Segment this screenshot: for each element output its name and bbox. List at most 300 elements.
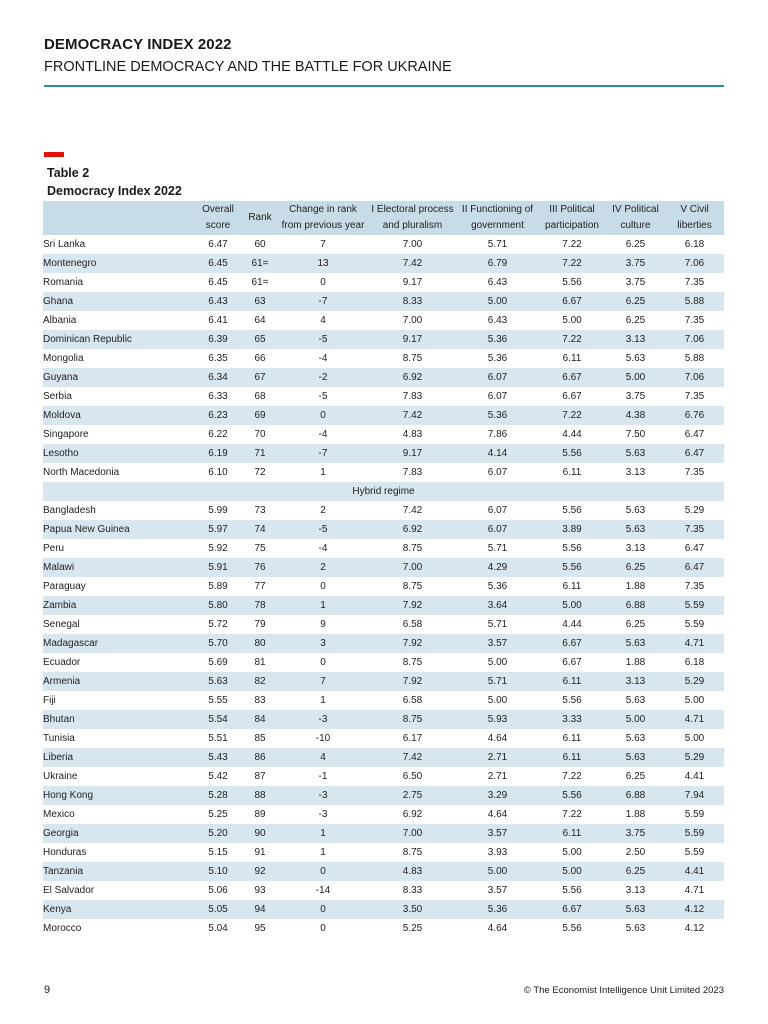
value-cell: 6.67 bbox=[538, 368, 606, 387]
value-cell: 5.63 bbox=[606, 520, 665, 539]
value-cell: 1 bbox=[278, 691, 368, 710]
value-cell: 6.22 bbox=[194, 425, 242, 444]
value-cell: 5.05 bbox=[194, 900, 242, 919]
value-cell: 6.88 bbox=[606, 596, 665, 615]
value-cell: 5.56 bbox=[538, 558, 606, 577]
value-cell: 7.22 bbox=[538, 235, 606, 254]
value-cell: 0 bbox=[278, 653, 368, 672]
value-cell: 6.50 bbox=[368, 767, 457, 786]
value-cell: 5.70 bbox=[194, 634, 242, 653]
value-cell: 0 bbox=[278, 273, 368, 292]
table-row bbox=[43, 843, 724, 862]
value-cell: 5.00 bbox=[606, 368, 665, 387]
page-header bbox=[44, 36, 724, 76]
value-cell: 87 bbox=[242, 767, 278, 786]
table-row bbox=[43, 406, 724, 425]
value-cell: 5.63 bbox=[606, 634, 665, 653]
red-marker bbox=[44, 152, 64, 157]
value-cell: 6.58 bbox=[368, 691, 457, 710]
value-cell: 5.42 bbox=[194, 767, 242, 786]
value-cell: 7 bbox=[278, 235, 368, 254]
value-cell: 6.47 bbox=[665, 539, 724, 558]
value-cell: -14 bbox=[278, 881, 368, 900]
value-cell: 7.42 bbox=[368, 254, 457, 273]
table-row bbox=[43, 710, 724, 729]
country-cell: Hong Kong bbox=[43, 786, 194, 805]
value-cell: 6.92 bbox=[368, 368, 457, 387]
value-cell: -5 bbox=[278, 520, 368, 539]
category-label: Hybrid regime bbox=[43, 482, 724, 501]
value-cell: 6.45 bbox=[194, 273, 242, 292]
value-cell: 5.63 bbox=[194, 672, 242, 691]
value-cell: 5.36 bbox=[457, 349, 538, 368]
value-cell: 5.99 bbox=[194, 501, 242, 520]
country-cell: Bhutan bbox=[43, 710, 194, 729]
value-cell: 9.17 bbox=[368, 330, 457, 349]
value-cell: 6.41 bbox=[194, 311, 242, 330]
value-cell: 8.75 bbox=[368, 710, 457, 729]
value-cell: 3.13 bbox=[606, 672, 665, 691]
column-header bbox=[43, 201, 194, 235]
value-cell: 1.88 bbox=[606, 805, 665, 824]
value-cell: 6.58 bbox=[368, 615, 457, 634]
value-cell: 5.59 bbox=[665, 596, 724, 615]
value-cell: 5.04 bbox=[194, 919, 242, 938]
value-cell: 7.06 bbox=[665, 254, 724, 273]
column-header-line: score bbox=[205, 220, 231, 231]
value-cell: 4.71 bbox=[665, 881, 724, 900]
value-cell: 3.75 bbox=[606, 387, 665, 406]
value-cell: 6.35 bbox=[194, 349, 242, 368]
value-cell: 5.63 bbox=[606, 444, 665, 463]
value-cell: 7.00 bbox=[368, 824, 457, 843]
table-title: Democracy Index 2022 bbox=[47, 184, 182, 198]
country-cell: Albania bbox=[43, 311, 194, 330]
table-row bbox=[43, 368, 724, 387]
value-cell: 6.07 bbox=[457, 387, 538, 406]
value-cell: 5.10 bbox=[194, 862, 242, 881]
value-cell: 7.22 bbox=[538, 330, 606, 349]
country-cell: Senegal bbox=[43, 615, 194, 634]
value-cell: 5.56 bbox=[538, 539, 606, 558]
value-cell: 8.75 bbox=[368, 577, 457, 596]
value-cell: 6.25 bbox=[606, 767, 665, 786]
value-cell: 7.00 bbox=[368, 235, 457, 254]
value-cell: 5.29 bbox=[665, 501, 724, 520]
value-cell: 5.71 bbox=[457, 672, 538, 691]
value-cell: 1.88 bbox=[606, 653, 665, 672]
value-cell: 5.63 bbox=[606, 691, 665, 710]
country-cell: Georgia bbox=[43, 824, 194, 843]
column-header-line: Rank bbox=[248, 211, 272, 223]
table-row bbox=[43, 425, 724, 444]
value-cell: 3.57 bbox=[457, 824, 538, 843]
value-cell: 7.83 bbox=[368, 463, 457, 482]
table-row bbox=[43, 653, 724, 672]
value-cell: 5.25 bbox=[368, 919, 457, 938]
value-cell: 0 bbox=[278, 919, 368, 938]
report-title: DEMOCRACY INDEX 2022 bbox=[44, 36, 232, 53]
value-cell: 5.69 bbox=[194, 653, 242, 672]
value-cell: 5.56 bbox=[538, 786, 606, 805]
column-header-line: from previous year bbox=[281, 220, 365, 231]
country-cell: Sri Lanka bbox=[43, 235, 194, 254]
value-cell: 6.67 bbox=[538, 387, 606, 406]
value-cell: 7.86 bbox=[457, 425, 538, 444]
table-row bbox=[43, 919, 724, 938]
value-cell: 6.92 bbox=[368, 805, 457, 824]
value-cell: 5.00 bbox=[538, 596, 606, 615]
value-cell: 7.42 bbox=[368, 501, 457, 520]
value-cell: 7.06 bbox=[665, 330, 724, 349]
country-cell: Kenya bbox=[43, 900, 194, 919]
value-cell: 91 bbox=[242, 843, 278, 862]
value-cell: 94 bbox=[242, 900, 278, 919]
value-cell: 3.50 bbox=[368, 900, 457, 919]
value-cell: -4 bbox=[278, 425, 368, 444]
value-cell: 5.36 bbox=[457, 577, 538, 596]
column-header-line: III Political bbox=[549, 203, 595, 215]
table-row bbox=[43, 558, 724, 577]
table-row bbox=[43, 748, 724, 767]
country-cell: Papua New Guinea bbox=[43, 520, 194, 539]
value-cell: -2 bbox=[278, 368, 368, 387]
table-row bbox=[43, 254, 724, 273]
country-cell: Ukraine bbox=[43, 767, 194, 786]
table-row bbox=[43, 615, 724, 634]
value-cell: 60 bbox=[242, 235, 278, 254]
value-cell: 5.59 bbox=[665, 824, 724, 843]
table-header-row bbox=[43, 201, 724, 235]
value-cell: 5.56 bbox=[538, 501, 606, 520]
value-cell: 2.50 bbox=[606, 843, 665, 862]
value-cell: -3 bbox=[278, 786, 368, 805]
value-cell: -5 bbox=[278, 387, 368, 406]
value-cell: 5.55 bbox=[194, 691, 242, 710]
value-cell: 6.07 bbox=[457, 520, 538, 539]
value-cell: 81 bbox=[242, 653, 278, 672]
value-cell: 6.11 bbox=[538, 672, 606, 691]
value-cell: 6.67 bbox=[538, 292, 606, 311]
value-cell: 3.57 bbox=[457, 881, 538, 900]
value-cell: 6.67 bbox=[538, 634, 606, 653]
value-cell: 93 bbox=[242, 881, 278, 900]
value-cell: 7.22 bbox=[538, 767, 606, 786]
value-cell: 5.36 bbox=[457, 900, 538, 919]
value-cell: 95 bbox=[242, 919, 278, 938]
country-cell: Dominican Republic bbox=[43, 330, 194, 349]
table-row bbox=[43, 311, 724, 330]
value-cell: -7 bbox=[278, 292, 368, 311]
value-cell: 7 bbox=[278, 672, 368, 691]
value-cell: 6.47 bbox=[194, 235, 242, 254]
value-cell: 2 bbox=[278, 558, 368, 577]
value-cell: 90 bbox=[242, 824, 278, 843]
value-cell: 5.15 bbox=[194, 843, 242, 862]
value-cell: 69 bbox=[242, 406, 278, 425]
value-cell: 6.25 bbox=[606, 862, 665, 881]
country-cell: El Salvador bbox=[43, 881, 194, 900]
value-cell: 7.35 bbox=[665, 387, 724, 406]
value-cell: 6.43 bbox=[194, 292, 242, 311]
country-cell: Romania bbox=[43, 273, 194, 292]
value-cell: 3 bbox=[278, 634, 368, 653]
value-cell: 2 bbox=[278, 501, 368, 520]
table-row bbox=[43, 463, 724, 482]
value-cell: 6.25 bbox=[606, 235, 665, 254]
value-cell: 66 bbox=[242, 349, 278, 368]
value-cell: 7.92 bbox=[368, 672, 457, 691]
value-cell: 4.64 bbox=[457, 729, 538, 748]
column-header-line: and pluralism bbox=[382, 220, 443, 231]
value-cell: 8.75 bbox=[368, 539, 457, 558]
value-cell: 6.11 bbox=[538, 349, 606, 368]
value-cell: 5.63 bbox=[606, 748, 665, 767]
value-cell: 7.50 bbox=[606, 425, 665, 444]
value-cell: 6.39 bbox=[194, 330, 242, 349]
country-cell: Liberia bbox=[43, 748, 194, 767]
table-row bbox=[43, 900, 724, 919]
column-header-line: culture bbox=[620, 220, 651, 231]
value-cell: 5.00 bbox=[538, 843, 606, 862]
value-cell: 6.25 bbox=[606, 311, 665, 330]
value-cell: 1 bbox=[278, 824, 368, 843]
value-cell: 6.25 bbox=[606, 292, 665, 311]
value-cell: 5.00 bbox=[538, 311, 606, 330]
value-cell: 5.71 bbox=[457, 235, 538, 254]
value-cell: 8.33 bbox=[368, 292, 457, 311]
value-cell: 80 bbox=[242, 634, 278, 653]
value-cell: 5.29 bbox=[665, 672, 724, 691]
value-cell: 64 bbox=[242, 311, 278, 330]
value-cell: 7.22 bbox=[538, 254, 606, 273]
column-header-line: Change in rank bbox=[289, 203, 357, 215]
value-cell: 6.11 bbox=[538, 824, 606, 843]
value-cell: 5.63 bbox=[606, 349, 665, 368]
value-cell: 5.80 bbox=[194, 596, 242, 615]
value-cell: 5.63 bbox=[606, 729, 665, 748]
value-cell: 63 bbox=[242, 292, 278, 311]
value-cell: 4.29 bbox=[457, 558, 538, 577]
value-cell: 86 bbox=[242, 748, 278, 767]
column-header-line: IV Political bbox=[612, 203, 659, 215]
category-row bbox=[43, 482, 724, 501]
value-cell: 78 bbox=[242, 596, 278, 615]
value-cell: 88 bbox=[242, 786, 278, 805]
value-cell: 6.19 bbox=[194, 444, 242, 463]
value-cell: 6.67 bbox=[538, 653, 606, 672]
column-header-line: Overall bbox=[202, 203, 234, 215]
value-cell: 7.83 bbox=[368, 387, 457, 406]
value-cell: 4.83 bbox=[368, 862, 457, 881]
value-cell: 61= bbox=[242, 254, 278, 273]
value-cell: 6.11 bbox=[538, 748, 606, 767]
country-cell: Malawi bbox=[43, 558, 194, 577]
value-cell: 6.11 bbox=[538, 577, 606, 596]
country-cell: Singapore bbox=[43, 425, 194, 444]
country-cell: Armenia bbox=[43, 672, 194, 691]
value-cell: 70 bbox=[242, 425, 278, 444]
value-cell: 0 bbox=[278, 577, 368, 596]
column-header bbox=[538, 201, 606, 235]
country-cell: Honduras bbox=[43, 843, 194, 862]
value-cell: 3.75 bbox=[606, 273, 665, 292]
value-cell: 5.71 bbox=[457, 615, 538, 634]
value-cell: 7.42 bbox=[368, 748, 457, 767]
table-row bbox=[43, 596, 724, 615]
value-cell: 4.38 bbox=[606, 406, 665, 425]
value-cell: 92 bbox=[242, 862, 278, 881]
value-cell: 5.92 bbox=[194, 539, 242, 558]
column-header-line: government bbox=[471, 220, 524, 231]
table-row bbox=[43, 501, 724, 520]
value-cell: 6.34 bbox=[194, 368, 242, 387]
value-cell: 4.12 bbox=[665, 919, 724, 938]
value-cell: 5.56 bbox=[538, 881, 606, 900]
value-cell: 5.00 bbox=[457, 292, 538, 311]
value-cell: 6.76 bbox=[665, 406, 724, 425]
value-cell: 4.71 bbox=[665, 710, 724, 729]
column-header-line: liberties bbox=[677, 220, 712, 231]
report-subtitle: FRONTLINE DEMOCRACY AND THE BATTLE FOR UKRAINE bbox=[44, 59, 452, 75]
value-cell: 5.88 bbox=[665, 292, 724, 311]
value-cell: 5.72 bbox=[194, 615, 242, 634]
value-cell: 7.35 bbox=[665, 520, 724, 539]
value-cell: 6.18 bbox=[665, 653, 724, 672]
table-row bbox=[43, 691, 724, 710]
column-header-line: participation bbox=[545, 220, 599, 231]
value-cell: 7.92 bbox=[368, 634, 457, 653]
page-number: 9 bbox=[44, 984, 51, 996]
value-cell: 5.20 bbox=[194, 824, 242, 843]
value-cell: 9.17 bbox=[368, 444, 457, 463]
value-cell: 6.07 bbox=[457, 501, 538, 520]
value-cell: 1 bbox=[278, 843, 368, 862]
value-cell: 6.47 bbox=[665, 425, 724, 444]
value-cell: 5.59 bbox=[665, 843, 724, 862]
value-cell: 6.10 bbox=[194, 463, 242, 482]
value-cell: 6.33 bbox=[194, 387, 242, 406]
value-cell: 1 bbox=[278, 463, 368, 482]
democracy-index-table bbox=[43, 201, 724, 938]
value-cell: 7.35 bbox=[665, 273, 724, 292]
value-cell: 7.00 bbox=[368, 558, 457, 577]
value-cell: 89 bbox=[242, 805, 278, 824]
value-cell: 5.00 bbox=[665, 729, 724, 748]
value-cell: 6.47 bbox=[665, 558, 724, 577]
table-row bbox=[43, 577, 724, 596]
value-cell: 1 bbox=[278, 596, 368, 615]
value-cell: -10 bbox=[278, 729, 368, 748]
value-cell: 6.67 bbox=[538, 900, 606, 919]
value-cell: 5.56 bbox=[538, 691, 606, 710]
value-cell: 9.17 bbox=[368, 273, 457, 292]
value-cell: 4.14 bbox=[457, 444, 538, 463]
table-row bbox=[43, 786, 724, 805]
table-row bbox=[43, 767, 724, 786]
value-cell: 7.06 bbox=[665, 368, 724, 387]
value-cell: 6.07 bbox=[457, 368, 538, 387]
value-cell: 6.92 bbox=[368, 520, 457, 539]
value-cell: 3.75 bbox=[606, 824, 665, 843]
value-cell: 7.92 bbox=[368, 596, 457, 615]
value-cell: -5 bbox=[278, 330, 368, 349]
value-cell: 9 bbox=[278, 615, 368, 634]
value-cell: 79 bbox=[242, 615, 278, 634]
value-cell: 5.36 bbox=[457, 406, 538, 425]
value-cell: 7.35 bbox=[665, 577, 724, 596]
table-row bbox=[43, 805, 724, 824]
value-cell: 5.97 bbox=[194, 520, 242, 539]
value-cell: 6.11 bbox=[538, 463, 606, 482]
table-row bbox=[43, 634, 724, 653]
country-cell: Peru bbox=[43, 539, 194, 558]
value-cell: 5.54 bbox=[194, 710, 242, 729]
value-cell: 5.91 bbox=[194, 558, 242, 577]
value-cell: 3.89 bbox=[538, 520, 606, 539]
value-cell: 82 bbox=[242, 672, 278, 691]
country-cell: North Macedonia bbox=[43, 463, 194, 482]
value-cell: 5.59 bbox=[665, 615, 724, 634]
table-row bbox=[43, 672, 724, 691]
table-row bbox=[43, 349, 724, 368]
value-cell: 5.56 bbox=[538, 444, 606, 463]
value-cell: 83 bbox=[242, 691, 278, 710]
value-cell: 5.00 bbox=[538, 862, 606, 881]
value-cell: 3.57 bbox=[457, 634, 538, 653]
value-cell: 5.63 bbox=[606, 900, 665, 919]
country-cell: Fiji bbox=[43, 691, 194, 710]
value-cell: 7.94 bbox=[665, 786, 724, 805]
value-cell: 5.88 bbox=[665, 349, 724, 368]
value-cell: 1.88 bbox=[606, 577, 665, 596]
value-cell: 6.47 bbox=[665, 444, 724, 463]
country-cell: Ecuador bbox=[43, 653, 194, 672]
value-cell: 68 bbox=[242, 387, 278, 406]
value-cell: 5.59 bbox=[665, 805, 724, 824]
value-cell: 7.22 bbox=[538, 805, 606, 824]
value-cell: 5.63 bbox=[606, 919, 665, 938]
country-cell: Moldova bbox=[43, 406, 194, 425]
country-cell: Madagascar bbox=[43, 634, 194, 653]
value-cell: 3.64 bbox=[457, 596, 538, 615]
country-cell: Bangladesh bbox=[43, 501, 194, 520]
value-cell: 6.18 bbox=[665, 235, 724, 254]
value-cell: 3.93 bbox=[457, 843, 538, 862]
value-cell: 6.07 bbox=[457, 463, 538, 482]
value-cell: 65 bbox=[242, 330, 278, 349]
value-cell: 5.25 bbox=[194, 805, 242, 824]
value-cell: 6.43 bbox=[457, 311, 538, 330]
value-cell: 7.35 bbox=[665, 311, 724, 330]
value-cell: 73 bbox=[242, 501, 278, 520]
header-divider bbox=[44, 85, 724, 87]
value-cell: 4.83 bbox=[368, 425, 457, 444]
value-cell: 4.41 bbox=[665, 862, 724, 881]
table-row bbox=[43, 387, 724, 406]
value-cell: 3.75 bbox=[606, 254, 665, 273]
value-cell: 7.00 bbox=[368, 311, 457, 330]
value-cell: 84 bbox=[242, 710, 278, 729]
value-cell: 5.71 bbox=[457, 539, 538, 558]
value-cell: 0 bbox=[278, 406, 368, 425]
value-cell: 72 bbox=[242, 463, 278, 482]
value-cell: 6.11 bbox=[538, 729, 606, 748]
value-cell: 2.75 bbox=[368, 786, 457, 805]
country-cell: Mexico bbox=[43, 805, 194, 824]
value-cell: 6.25 bbox=[606, 558, 665, 577]
table-row bbox=[43, 292, 724, 311]
